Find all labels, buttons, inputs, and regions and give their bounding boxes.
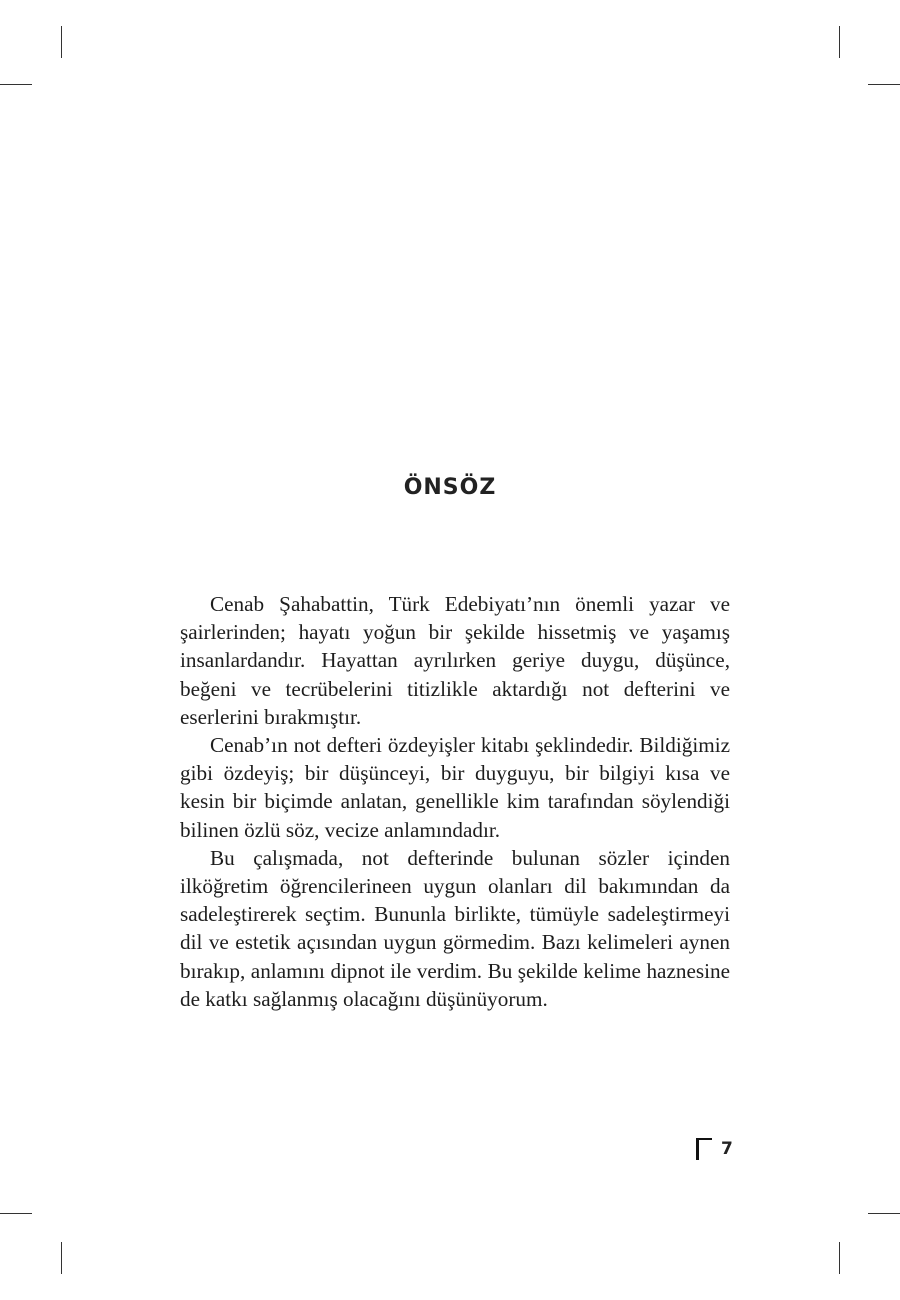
folio-bar-top (696, 1138, 712, 1140)
paragraph: Cenab Şahabattin, Türk Edebiyatı’nın önemli yazar ve şairlerinden; hayatı yoğun bir şekilde hissetmiş ve yaşamış insanlardandır. Hayattan ayrılırken geriye duygu, düşünce, beğeni ve tecrübelerini titizlikle aktardığı not defterini ve eserlerini bırakmıştır. (180, 592, 730, 729)
crop-mark-bottom-right-vertical (839, 1242, 840, 1274)
paragraph: Cenab’ın not defteri özdeyişler kitabı şeklindedir. Bildiğimiz gibi özdeyiş; bir düşünceyi, bir duyguyu, bir bilgiyi kısa ve kesin bir biçimde anlatan, genellikle kim tarafından söylendiği bilinen özlü söz, vecize anlamındadır. (180, 733, 730, 842)
crop-mark-top-right-vertical (839, 26, 840, 58)
body-text (180, 590, 730, 1013)
page-number: 7 (721, 1139, 733, 1159)
paragraph: Bu çalışmada, not defterinde bulunan sözler içinden ilköğretim öğrencilerineen uygun olanları dil bakımından da sadeleştirerek seçtim. Bununla birlikte, tümüyle sadeleştirmeyi dil ve estetik açısından uygun görmedim. Bazı kelimeleri aynen bırakıp, anlamını dipnot ile verdim. Bu şekilde kelime haznesine de katkı sağlanmış olacağını düşünüyorum. (180, 845, 730, 1011)
crop-mark-bottom-right-horizontal (868, 1213, 900, 1214)
crop-mark-bottom-left-horizontal (0, 1213, 32, 1214)
page-folio (696, 1138, 733, 1160)
crop-mark-bottom-left-vertical (61, 1242, 62, 1274)
crop-mark-top-left-horizontal (0, 84, 32, 85)
folio-bar (696, 1138, 699, 1160)
crop-mark-top-right-horizontal (868, 84, 900, 85)
page-title: ÖNSÖZ (403, 475, 497, 500)
crop-mark-top-left-vertical (61, 26, 62, 58)
